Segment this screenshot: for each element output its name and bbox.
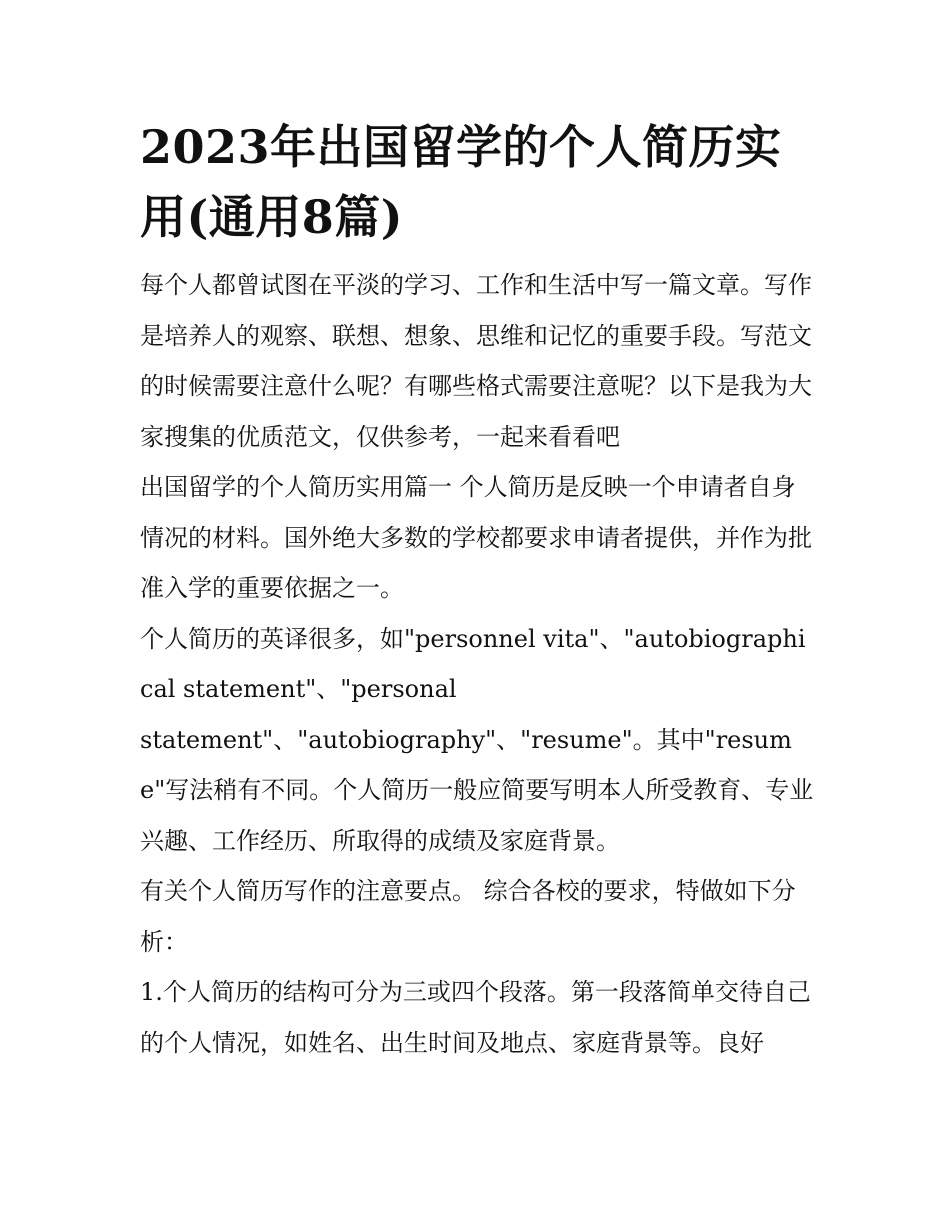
document-title: 2023年出国留学的个人简历实用(通用8篇) xyxy=(140,120,782,244)
paragraph-resume-content: statement"、"autobiography"、"resume"。其中"resume"写法稍有不同。个人简历一般应简要写明本人所受教育、专业兴趣、工作经历、所取得的成绩及家庭背景。 xyxy=(140,725,814,855)
paragraph-structure: 1.个人简历的结构可分为三或四个段落。第一段落简单交待自己的个人情况，如姓名、出生时间及地点、家庭背景等。良好 xyxy=(140,978,811,1057)
paragraph-section-one: 出国留学的个人简历实用篇一 个人简历是反映一个申请者自身情况的材料。国外绝大多数的学校都要求申请者提供，并作为批准入学的重要依据之一。 xyxy=(140,473,812,602)
paragraph-english-terms: 个人简历的英译很多，如"personnel vita"、"autobiographical statement"、"personal xyxy=(140,624,806,703)
document-page xyxy=(140,112,815,1068)
paragraph-intro: 每个人都曾试图在平淡的学习、工作和生活中写一篇文章。写作是培养人的观察、联想、想象、思维和记忆的重要手段。写范文的时候需要注意什么呢？有哪些格式需要注意呢？以下是我为大家搜集的优质范文，仅供参考，一起来看看吧 xyxy=(140,271,812,451)
paragraph-writing-points: 有关个人简历写作的注意要点。 综合各校的要求，特做如下分析： xyxy=(140,877,796,956)
